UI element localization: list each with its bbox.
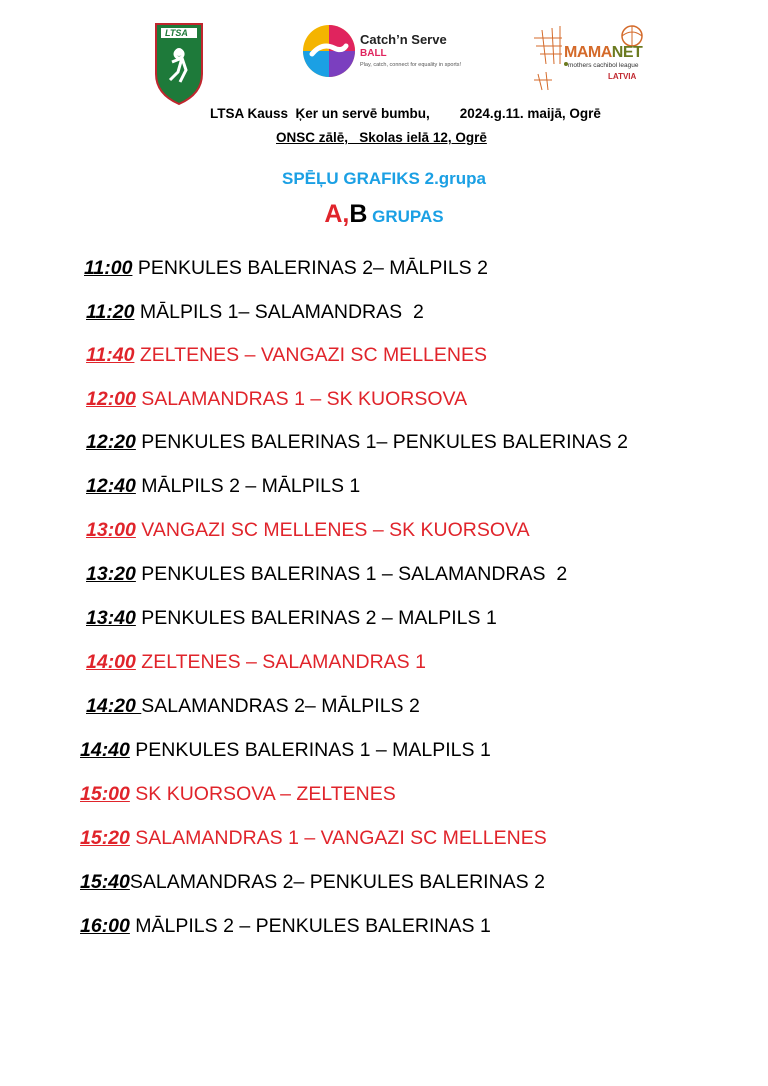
match-row [80,826,547,850]
match-time: 13:20 [86,563,136,585]
mamanet-country: LATVIA [608,72,637,81]
match-time: 15:20 [80,827,130,849]
match-row [80,914,491,938]
match-row [86,300,424,324]
match-teams: MĀLPILS 2 – PENKULES BALERINAS 1 [129,915,491,937]
match-row [86,343,487,367]
match-row [86,606,497,630]
match-teams: VANGAZI SC MELLENES – SK KUORSOVA [135,519,530,541]
match-time: 12:20 [86,431,136,453]
match-teams: ZELTENES – VANGAZI SC MELLENES [134,344,487,366]
match-time: 13:00 [86,519,136,541]
match-row [86,474,360,498]
match-time: 15:00 [80,783,130,805]
venue-header: ONSC zālē, Skolas ielā 12, Ogrē [276,130,487,145]
groups-word: GRUPAS [367,207,444,226]
logo-bar [0,18,768,108]
match-teams: SALAMANDRAS 2– MĀLPILS 2 [141,695,420,717]
match-time: 11:00 [84,257,133,279]
match-row [86,387,467,411]
match-time: 13:40 [86,607,136,629]
match-teams: SALAMANDRAS 2– PENKULES BALERINAS 2 [129,871,545,893]
match-teams: SALAMANDRAS 1 – SK KUORSOVA [135,388,468,410]
match-teams: PENKULES BALERINAS 2– MĀLPILS 2 [132,257,488,279]
match-row [86,650,426,674]
match-time: 11:40 [86,344,135,366]
catch-serve-tagline: Play, catch, connect for equality in sports! [360,62,462,68]
mamanet-title-net: NET [611,44,643,61]
ltsa-logo [152,22,206,106]
match-teams: MĀLPILS 1– SALAMANDRAS 2 [134,301,424,323]
match-teams: SK KUORSOVA – ZELTENES [129,783,396,805]
match-time: 15:40 [80,871,130,893]
match-teams: SALAMANDRAS 1 – VANGAZI SC MELLENES [129,827,547,849]
event-header: LTSA Kauss Ķer un servē bumbu, 2024.g.11. maijā, Ogrē [210,106,601,121]
match-row [84,256,488,280]
match-time: 11:20 [86,301,135,323]
match-time: 16:00 [80,915,130,937]
ltsa-logo-text: LTSA [165,28,188,38]
catch-serve-ball: BALL [360,48,387,59]
match-teams: MĀLPILS 2 – MĀLPILS 1 [135,475,361,497]
match-time: 12:00 [86,388,136,410]
match-teams: PENKULES BALERINAS 1 – MALPILS 1 [129,739,491,761]
catch-serve-logo [302,22,492,94]
group-b-label: B [349,200,368,228]
match-row [86,430,628,454]
page-title: SPĒĻU GRAFIKS 2.grupa [281,169,487,188]
match-row [86,562,567,586]
groups-heading [0,200,768,229]
match-teams: ZELTENES – SALAMANDRAS 1 [135,651,426,673]
match-time: 12:40 [86,475,136,497]
match-row [80,782,396,806]
match-time: 14:20 [86,695,142,717]
match-time: 14:00 [86,651,136,673]
catch-serve-title: Catch’n Serve [360,32,447,47]
match-row [86,518,530,542]
match-teams: PENKULES BALERINAS 2 – MALPILS 1 [135,607,497,629]
mamanet-logo [532,24,652,94]
group-a-label: A, [324,200,350,228]
mamanet-title-mama: MAMA [564,44,612,61]
mamanet-subtitle: mothers cachibol league [568,62,639,69]
match-row [80,738,491,762]
match-time: 14:40 [80,739,130,761]
match-teams: PENKULES BALERINAS 1 – SALAMANDRAS 2 [135,563,568,585]
match-row [86,694,420,718]
match-teams: PENKULES BALERINAS 1– PENKULES BALERINAS 2 [135,431,628,453]
match-row [80,870,545,894]
mamanet-title [564,44,642,62]
